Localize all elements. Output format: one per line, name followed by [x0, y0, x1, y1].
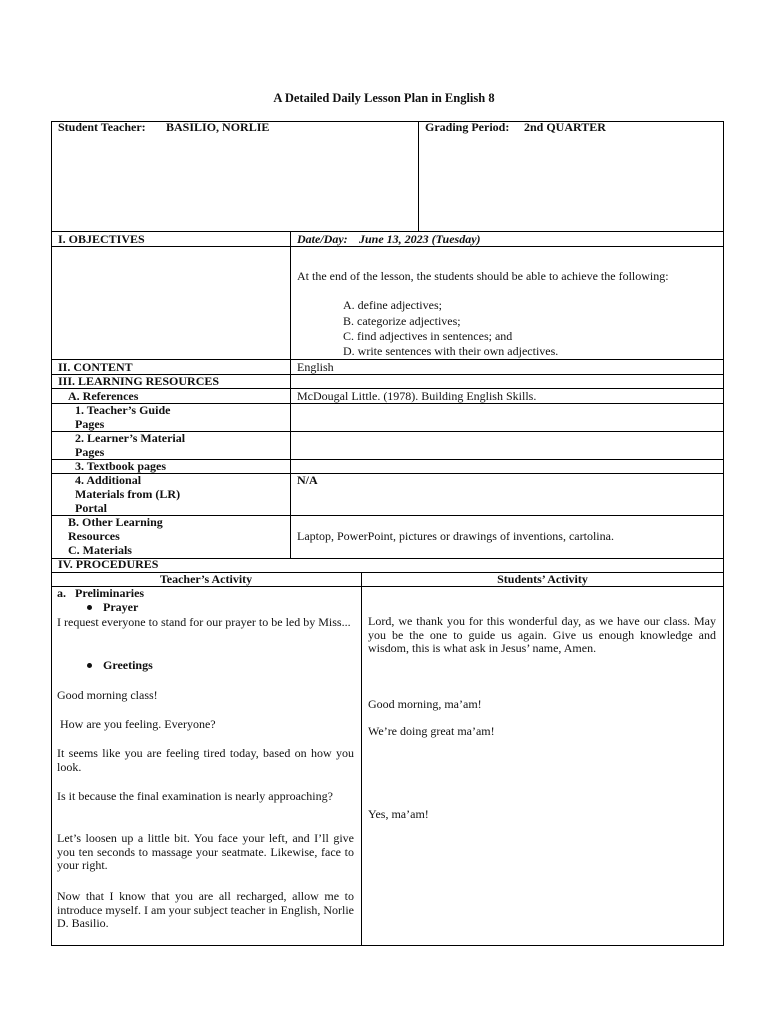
references-value: McDougal Little. (1978). Building English Skills. [297, 389, 537, 403]
grading-period-label: Grading Period: [425, 120, 510, 134]
greetings-label: Greetings [103, 658, 153, 672]
additional-materials-label: 4. Additional [75, 473, 142, 487]
column-divider [290, 231, 291, 558]
procedures-divider [361, 572, 362, 946]
teacher-activity-header: Teacher’s Activity [159, 572, 253, 586]
procedures-heading: IV. PROCEDURES [58, 557, 159, 571]
bullet-icon [87, 663, 92, 668]
learners-material-pages-label: Pages [75, 445, 105, 459]
additional-materials-label: Materials from (LR) [75, 487, 181, 501]
other-resources-label: B. Other Learning [68, 515, 163, 529]
page-title: A Detailed Daily Lesson Plan in English 8 [273, 91, 495, 105]
student-line: Lord, we thank you for this wonderful day, as we have our class. May you be the one to guide us again. Give us enough knowledge and wisdom, this is what ask in Jesus’ name, Amen. [368, 614, 716, 655]
references-label: A. References [68, 389, 139, 403]
teacher-line: Let’s loosen up a little bit. You face your left, and I’ll give you ten seconds to massage your seatmate. Likewise, face to your right. [57, 831, 354, 872]
prayer-text: I request everyone to stand for our prayer to be led by Miss... [57, 615, 351, 629]
student-teacher-label: Student Teacher: [58, 120, 146, 134]
additional-materials-value: N/A [297, 473, 318, 487]
header-divider [418, 121, 419, 231]
students-activity-header: Students’ Activity [497, 572, 588, 586]
student-line: Yes, ma’am! [368, 807, 429, 821]
teacher-line: It seems like you are feeling tired today, based on how you look. [57, 746, 354, 774]
objective-item: D. write sentences with their own adjectives. [343, 344, 559, 358]
materials-label: C. Materials [68, 543, 132, 557]
student-line: Good morning, ma’am! [368, 697, 482, 711]
other-resources-label: Resources [68, 529, 120, 543]
row-line [51, 359, 724, 360]
objective-item: C. find adjectives in sentences; and [343, 329, 513, 343]
teacher-line: How are you feeling. Everyone? [60, 717, 216, 731]
objectives-intro: At the end of the lesson, the students should be able to achieve the following: [297, 269, 669, 283]
preliminaries-label: a. Preliminaries [57, 586, 145, 600]
content-value: English [297, 360, 334, 374]
objective-item: B. categorize adjectives; [343, 314, 461, 328]
learners-material-label: 2. Learner’s Material [75, 431, 186, 445]
objective-item: A. define adjectives; [343, 298, 442, 312]
date-value: June 13, 2023 (Tuesday) [359, 232, 481, 246]
grading-period-value: 2nd QUARTER [524, 120, 606, 134]
resources-heading: III. LEARNING RESOURCES [58, 374, 220, 388]
teachers-guide-pages-label: Pages [75, 417, 105, 431]
teacher-line: Now that I know that you are all recharged, allow me to introduce myself. I am your subject teacher in English, Norlie D. Basilio. [57, 889, 354, 930]
student-teacher-name: BASILIO, NORLIE [166, 120, 270, 134]
teachers-guide-label: 1. Teacher’s Guide [75, 403, 171, 417]
bullet-icon [87, 605, 92, 610]
content-heading: II. CONTENT [58, 360, 133, 374]
additional-materials-label: Portal [75, 501, 107, 515]
teacher-line: Is it because the final examination is nearly approaching? [57, 789, 333, 803]
objectives-heading: I. OBJECTIVES [58, 232, 145, 246]
teacher-line: Good morning class! [57, 688, 158, 702]
prayer-label: Prayer [103, 600, 139, 614]
date-label: Date/Day: [297, 232, 348, 246]
textbook-pages-label: 3. Textbook pages [75, 459, 167, 473]
other-resources-value: Laptop, PowerPoint, pictures or drawings of inventions, cartolina. [297, 529, 614, 543]
student-line: We’re doing great ma’am! [368, 724, 495, 738]
